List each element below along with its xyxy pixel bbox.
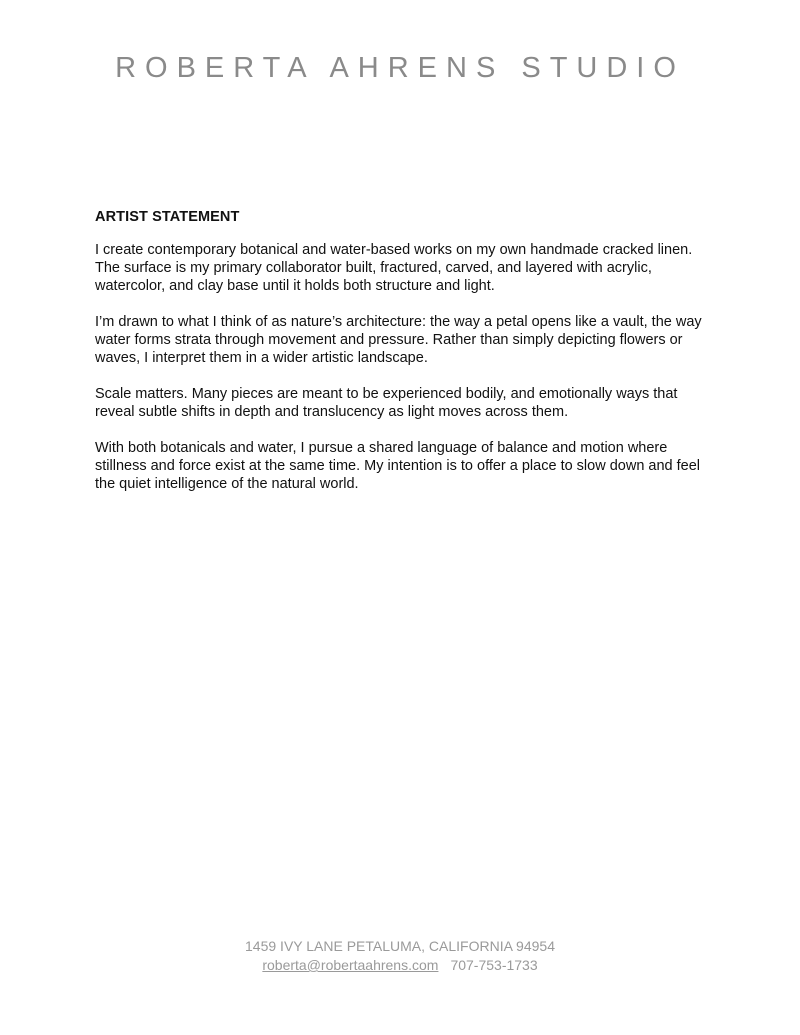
footer-address: 1459 IVY LANE PETALUMA, CALIFORNIA 94954 — [245, 938, 555, 954]
statement-paragraph: I’m drawn to what I think of as nature’s architecture: the way a petal opens like a vault, the way water forms strata through movement and pressure. Rather than simply depicting flowers or waves, I interpret them in a wider artistic landscape. — [95, 314, 702, 366]
statement-paragraph: With both botanicals and water, I pursue a shared language of balance and motion where stillness and force exist at the same time. My intention is to offer a place to slow down and feel the quiet intelligence of the natural world. — [95, 440, 701, 492]
footer-contact-line — [0, 956, 800, 975]
contact-footer — [0, 937, 800, 975]
email-link[interactable]: roberta@robertaahrens.com — [262, 957, 439, 973]
statement-heading: ARTIST STATEMENT — [95, 209, 240, 225]
artist-statement — [95, 209, 715, 511]
studio-title: ROBERTA AHRENS STUDIO — [115, 52, 685, 84]
statement-paragraph: Scale matters. Many pieces are meant to be experienced bodily, and emotionally ways that reveal subtle shifts in depth and translucency as light moves across them. — [95, 386, 678, 420]
footer-phone: 707-753-1733 — [450, 957, 538, 973]
statement-paragraph: I create contemporary botanical and water-based works on my own handmade cracked linen. The surface is my primary collaborator built, fractured, carved, and layered with acrylic, watercolor, and clay base until it holds both structure and light. — [95, 242, 693, 294]
